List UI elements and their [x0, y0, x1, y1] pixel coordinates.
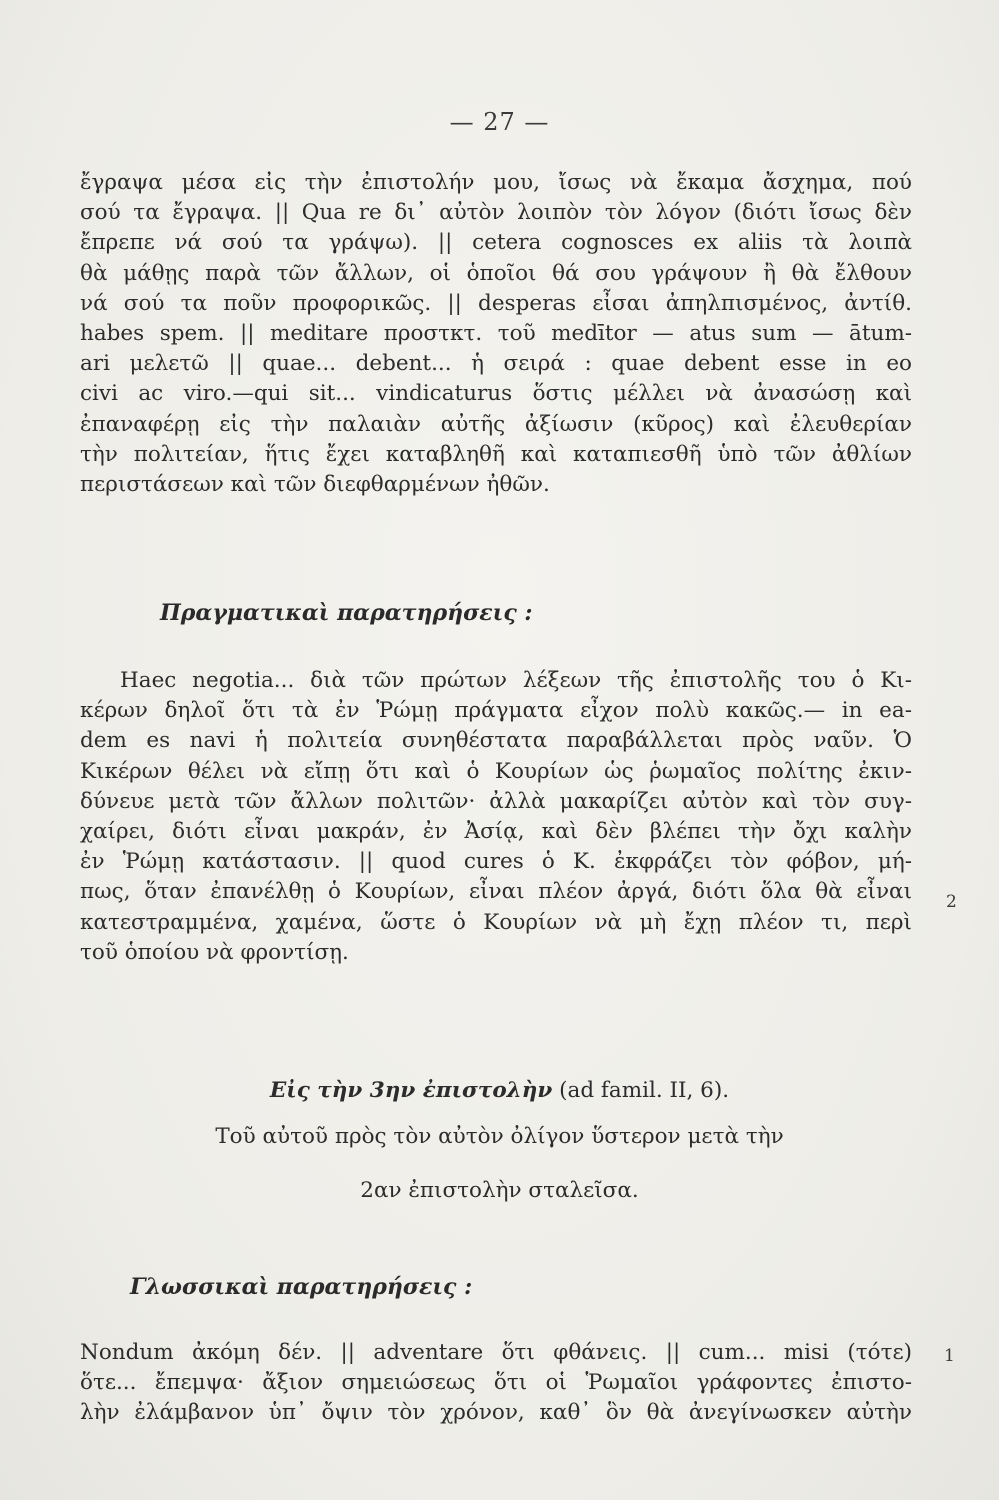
margin-note-number: 2 — [946, 892, 957, 912]
subtitle-line: 2αν ἐπιστολὴν σταλεῖσα. — [360, 1178, 639, 1203]
heading-linguistic-remarks: Γλωσσικαὶ παρατηρήσεις : — [130, 1274, 473, 1300]
text-line: habes spem. || meditare προστκτ. τοῦ medītor — atus sum — ātum- — [80, 320, 912, 346]
text-line: περιστάσεων καὶ τῶν διεφθαρμένων ἠθῶν. — [80, 471, 550, 497]
text-line: ἐπαναφέρῃ εἰς τὴν παλαιὰν αὐτῆς ἀξίωσιν (κῦρος) καὶ ἐλευθερίαν — [80, 411, 912, 437]
text-line: ἐν Ῥώμῃ κατάστασιν. || quod cures ὁ Κ. ἐκφράζει τὸν φόβον, μή- — [80, 849, 912, 875]
text-line: κατεστραμμένα, χαμένα, ὥστε ὁ Κουρίων νὰ μὴ ἔχῃ πλέον τι, περὶ — [80, 909, 912, 935]
text-line: πως, ὅταν ἐπανέλθῃ ὁ Κουρίων, εἶναι πλέον ἀργά, διότι ὅλα θὰ εἶναι — [80, 879, 912, 905]
text-line: Nondum ἀκόμη δέν. || adventare ὅτι φθάνεις. || cum... misi (τότε) — [80, 1340, 912, 1365]
section-title-reference: (ad famil. II, 6). — [552, 1078, 730, 1103]
text-line: ari μελετῶ || quae... debent... ἡ σειρά : quae debent esse in eo — [80, 351, 912, 377]
subtitle-line: Τοῦ αὐτοῦ πρὸς τὸν αὐτὸν ὀλίγον ὕστερον μετὰ τὴν — [215, 1124, 784, 1149]
paragraph-continuation — [80, 168, 912, 500]
text-line: θὰ μάθῃς παρὰ τῶν ἄλλων, οἱ ὁποῖοι θά σου γράψουν ἢ θὰ ἔλθουν — [80, 260, 912, 286]
paragraph-linguistic-remarks — [80, 1338, 912, 1429]
text-line: dem es navi ἡ πολιτεία συνηθέστατα παραβάλλεται πρὸς ναῦν. Ὁ — [80, 728, 912, 754]
text-line: δύνευε μετὰ τῶν ἄλλων πολιτῶν· ἀλλὰ μακαρίζει αὐτὸν καὶ τὸν συγ- — [80, 788, 912, 814]
text-line: ἔγραψα μέσα εἰς τὴν ἐπιστολήν μου, ἴσως νὰ ἔκαμα ἄσχημα, πού — [80, 170, 912, 195]
text-line: Κικέρων θέλει νὰ εἴπῃ ὅτι καὶ ὁ Κουρίων ὡς ῥωμαῖος πολίτης ἐκιν- — [80, 758, 912, 784]
section-title-main: Εἰς τὴν 3ην ἐπιστολὴν — [269, 1078, 553, 1103]
text-line: ὅτε... ἔπεμψα· ἄξιον σημειώσεως ὅτι οἱ Ῥωμαῖοι γράφοντες ἐπιστο- — [80, 1370, 912, 1396]
page-number: — 27 — — [449, 108, 550, 136]
text-line: τὴν πολιτείαν, ἥτις ἔχει καταβληθῆ καὶ καταπιεσθῆ ὑπὸ τῶν ἀθλίων — [80, 441, 912, 467]
paragraph-factual-remarks — [80, 666, 912, 968]
text-line: σού τα ἔγραψα. || Qua re δι᾽ αὐτὸν λοιπὸν τὸν λόγον (διότι ἴσως δὲν — [80, 200, 912, 226]
text-line: ἔπρεπε νά σού τα γράψω). || cetera cognosces ex aliis τὰ λοιπὰ — [80, 230, 912, 256]
text-line: τοῦ ὁποίου νὰ φροντίσῃ. — [80, 939, 349, 965]
section-title — [0, 1078, 999, 1103]
text-line: Haec negotia... διὰ τῶν πρώτων λέξεων τῆς ἐπιστολῆς του ὁ Κι- — [120, 668, 912, 693]
text-line: χαίρει, διότι εἶναι μακράν, ἐν Ἀσίᾳ, καὶ δὲν βλέπει τὴν ὄχι καλὴν — [80, 818, 912, 844]
heading-factual-remarks: Πραγματικαὶ παρατηρήσεις : — [160, 600, 533, 626]
text-line: κέρων δηλοῖ ὅτι τὰ ἐν Ῥώμῃ πράγματα εἶχον πολὺ κακῶς.— in ea- — [80, 698, 912, 724]
text-line: λὴν ἐλάμβανον ὑπ᾽ ὄψιν τὸν χρόνον, καθ᾽ ὃν θὰ ἀνεγίνωσκεν αὐτὴν — [80, 1400, 912, 1426]
text-line: νά σού τα ποῦν προφορικῶς. || desperas εἶσαι ἀπηλπισμένος, ἀντίθ. — [80, 290, 912, 316]
margin-note-number: 1 — [944, 1346, 955, 1366]
text-line: civi ac viro.—qui sit... vindicaturus ὅστις μέλλει νὰ ἀνασώσῃ καὶ — [80, 381, 912, 407]
